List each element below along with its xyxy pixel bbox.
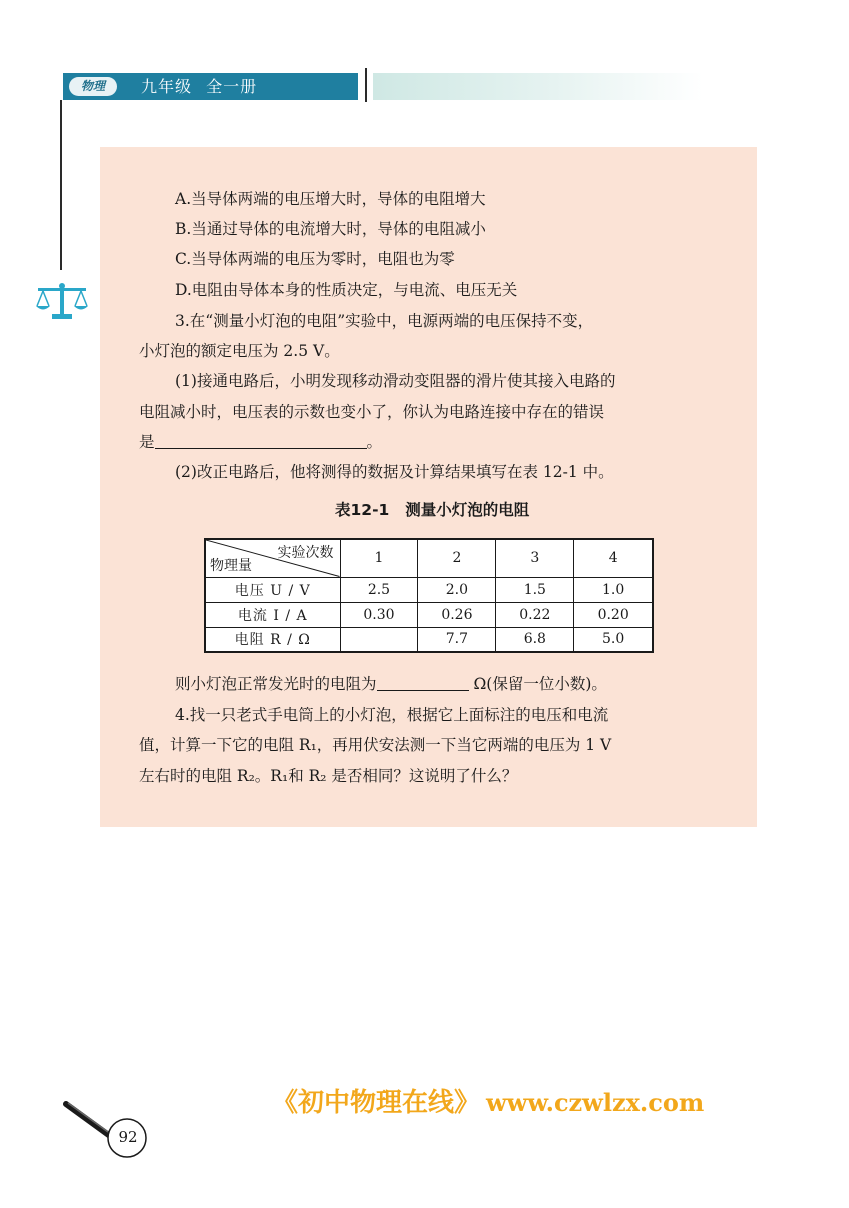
question-4-line-1: 4.找一只老式手电筒上的小灯泡，根据它上面标注的电压和电流 xyxy=(175,706,609,724)
row-label: 电阻 R / Ω xyxy=(205,627,340,652)
question-3-1-line-2: 电阻减小时，电压表的示数也变小了，你认为电路连接中存在的错误 xyxy=(139,403,605,421)
question-3-1-line-3 xyxy=(139,432,382,452)
trial-header: 1 xyxy=(340,539,418,577)
balance-scale-icon xyxy=(35,282,89,322)
question-3-2: (2)改正电路后，他将测得的数据及计算结果填写在表 12-1 中。 xyxy=(175,463,614,481)
option-c: C.当导体两端的电压为零时，电阻也为零 xyxy=(175,250,455,268)
table-title xyxy=(335,498,529,520)
table-number: 表12-1 xyxy=(335,501,390,519)
footer-url: www.czwlzx.com xyxy=(486,1088,705,1117)
table-cell: 0.26 xyxy=(418,602,496,627)
resistance-data-table xyxy=(204,538,654,653)
table-cell: 1.0 xyxy=(574,577,653,602)
trial-header: 3 xyxy=(496,539,574,577)
answer-blank-resistance[interactable] xyxy=(377,675,469,691)
question-4-line-3: 左右时的电阻 R₂。R₁和 R₂ 是否相同？这说明了什么？ xyxy=(139,767,518,785)
table-cell: 0.20 xyxy=(574,602,653,627)
after-table-suffix: Ω(保留一位小数)。 xyxy=(468,675,607,693)
question-3-line-1: 3.在“测量小灯泡的电阻”实验中，电源两端的电压保持不变， xyxy=(175,312,594,330)
corner-label-trials: 实验次数 xyxy=(277,545,334,561)
row-label: 电流 I / A xyxy=(205,602,340,627)
question-4-line-2: 值，计算一下它的电阻 R₁，再用伏安法测一下当它两端的电压为 1 V xyxy=(139,736,612,754)
table-caption: 测量小灯泡的电阻 xyxy=(405,501,530,519)
question-3-1-line-1: (1)接通电路后，小明发现移动滑动变阻器的滑片使其接入电路的 xyxy=(175,372,616,390)
table-cell: 0.22 xyxy=(496,602,574,627)
table-cell: 5.0 xyxy=(574,627,653,652)
header-divider xyxy=(365,68,367,102)
table-cell-empty[interactable] xyxy=(340,627,418,652)
header-decoration xyxy=(373,73,703,100)
answer-prefix: 是 xyxy=(139,433,155,451)
table-cell: 6.8 xyxy=(496,627,574,652)
table-cell: 7.7 xyxy=(418,627,496,652)
table-corner-cell xyxy=(205,539,340,577)
table-cell: 0.30 xyxy=(340,602,418,627)
page-number: 92 xyxy=(118,1128,138,1146)
option-d: D.电阻由导体本身的性质决定，与电流、电压无关 xyxy=(175,281,518,299)
table-cell: 1.5 xyxy=(496,577,574,602)
after-table-prefix: 则小灯泡正常发光时的电阻为 xyxy=(175,675,377,693)
table-cell: 2.5 xyxy=(340,577,418,602)
trial-header: 2 xyxy=(418,539,496,577)
question-3-line-2: 小灯泡的额定电压为 2.5 V。 xyxy=(139,342,340,360)
table-cell: 2.0 xyxy=(418,577,496,602)
footer-watermark xyxy=(272,1082,704,1119)
corner-label-quantity: 物理量 xyxy=(210,557,252,574)
book-title: 九年级 全一册 xyxy=(141,77,258,96)
table-header-row xyxy=(205,539,653,577)
after-table-question xyxy=(175,674,607,694)
header-bar xyxy=(63,73,358,100)
answer-suffix: 。 xyxy=(366,433,383,451)
option-b: B.当通过导体的电流增大时，导体的电阻减小 xyxy=(175,220,486,238)
option-a: A.当导体两端的电压增大时，导体的电阻增大 xyxy=(175,190,486,208)
table-row-voltage xyxy=(205,577,653,602)
footer-brand-name: 《初中物理在线》 xyxy=(272,1088,481,1118)
row-label: 电压 U / V xyxy=(205,577,340,602)
trial-header: 4 xyxy=(574,539,653,577)
table-row-current xyxy=(205,602,653,627)
answer-blank-error[interactable] xyxy=(155,433,367,449)
table-row-resistance xyxy=(205,627,653,652)
margin-line xyxy=(60,100,62,270)
subject-logo: 物理 xyxy=(69,77,117,96)
